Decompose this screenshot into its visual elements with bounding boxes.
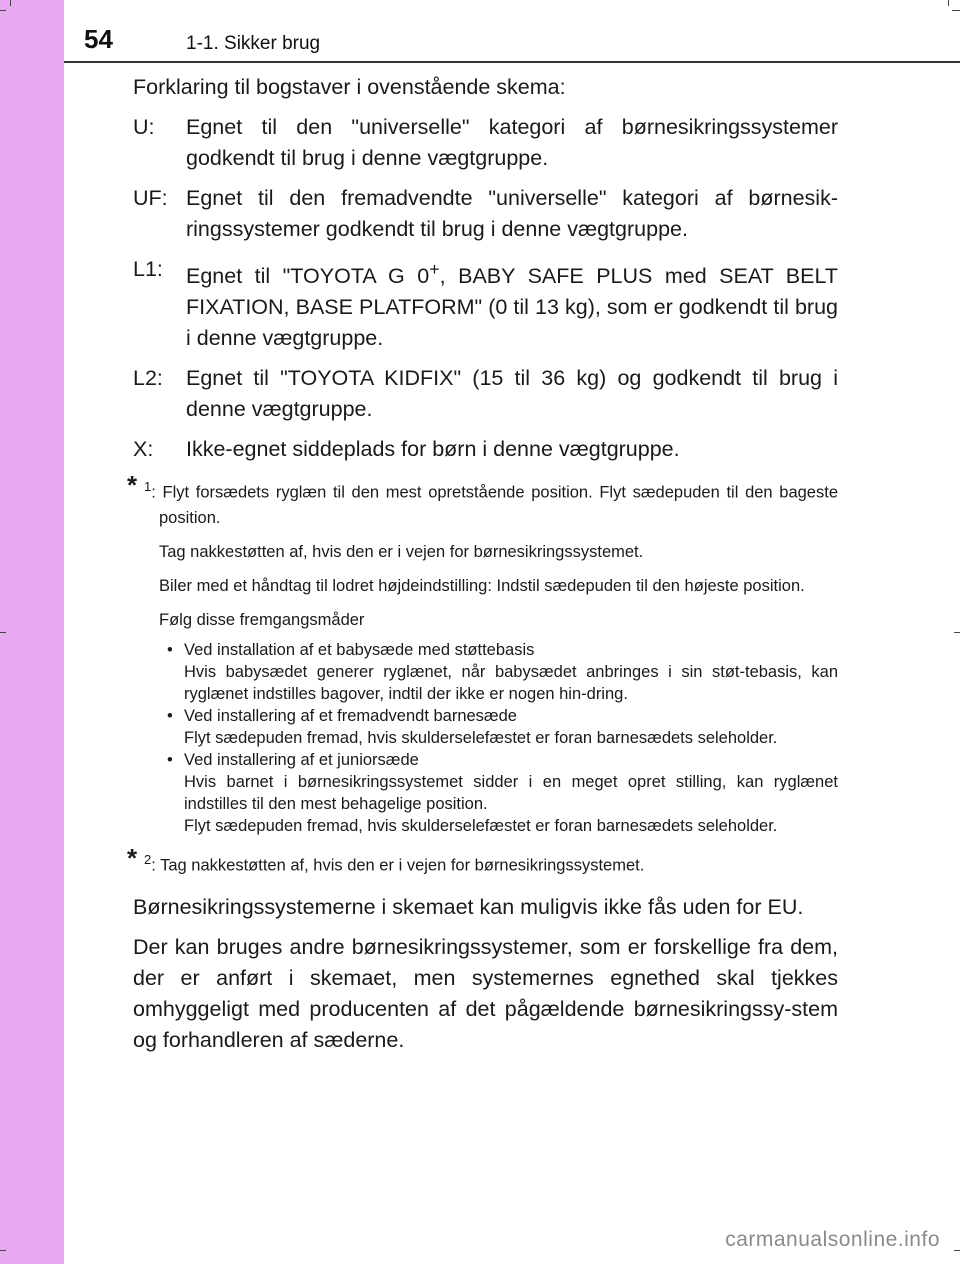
legend-intro: Forklaring til bogstaver i ovenstående skema: — [133, 75, 566, 99]
list-item-title: Ved installation af et babysæde med støttebasis — [184, 640, 535, 659]
definition-uf — [133, 183, 838, 245]
header-rule — [64, 61, 960, 63]
definition-text: Egnet til den fremadvendte "universelle" kategori af børnesik-ringssystemer godkendt til brug i denne vægtgruppe. — [186, 186, 838, 241]
crop-mark — [954, 1250, 960, 1251]
superscript-plus: + — [429, 259, 440, 279]
crop-mark — [0, 1250, 6, 1251]
footnote-2-line — [144, 847, 838, 879]
crop-mark — [0, 632, 6, 633]
closing-paragraph: Der kan bruges andre børnesikringssystemer, som er forskellige fra dem, der er anført i skemaet, men systemernes egnethed skal tjekkes omhyggeligt med producenten af det pågældende børnesikringssy-stem og forhandleren af sæderne. — [133, 935, 838, 1053]
list-item-detail: Hvis barnet i børnesikringssystemet sidder i en meget opret stilling, kan ryglænet indstilles til den mest behagelige position. — [184, 772, 838, 813]
closing-notes — [133, 892, 838, 1056]
definition-text: Egnet til den "universelle" kategori af børnesikringssystemer godkendt til brug i denne vægtgruppe. — [186, 115, 838, 170]
definition-key: L1: — [133, 257, 163, 281]
definition-l2 — [133, 363, 838, 425]
definition-key: U: — [133, 115, 155, 139]
bullet-icon: • — [167, 640, 173, 659]
page-number: 54 — [84, 24, 113, 54]
page-content — [127, 72, 838, 1065]
definition-text-part: , BABY SAFE PLUS med SEAT BELT FIXATION, BASE PLATFORM" (0 til 13 kg), som er godkendt til brug i denne vægtgruppe. — [186, 264, 838, 351]
list-item — [133, 705, 838, 749]
definition-key: UF: — [133, 186, 168, 210]
list-item-title: Ved installering af et fremadvendt barnesæde — [184, 706, 517, 725]
footnote-2-text: : Tag nakkestøtten af, hvis den er i vejen for børnesikringssystemet. — [151, 856, 645, 875]
definition-text: Ikke-egnet siddeplads for børn i denne vægtgruppe. — [186, 437, 680, 462]
footnote-number: 2 — [144, 851, 152, 867]
footnote-1 — [127, 470, 838, 837]
list-item — [133, 749, 838, 837]
list-item-title: Ved installering af et juniorsæde — [184, 750, 419, 769]
list-item-detail: Flyt sædepuden fremad, hvis skulderselefæstet er foran barnesædets seleholder. — [184, 816, 778, 835]
definition-key: X: — [133, 437, 154, 462]
crop-mark — [10, 0, 11, 6]
definition-u — [133, 112, 838, 174]
crop-mark — [0, 10, 6, 11]
definition-l1 — [133, 254, 838, 354]
definition-text — [186, 254, 838, 354]
footnote-number: 1 — [144, 479, 152, 495]
definition-x — [133, 434, 838, 465]
footnote-2 — [127, 842, 838, 879]
margin-color-band — [0, 0, 64, 1264]
footnote-1-line: Tag nakkestøtten af, hvis den er i vejen for børnesikringssystemet. — [159, 542, 644, 561]
closing-paragraph: Børnesikringssystemerne i skemaet kan muligvis ikke fås uden for EU. — [133, 895, 804, 920]
crop-mark — [954, 632, 960, 633]
footnote-1-line: Biler med et håndtag til lodret højdeindstilling: Indstil sædepuden til den højeste position. — [159, 576, 805, 595]
footnote-1-line — [144, 474, 838, 531]
list-item-detail: Flyt sædepuden fremad, hvis skulderselefæstet er foran barnesædets seleholder. — [184, 728, 778, 747]
footnote-asterisk: * — [127, 842, 138, 873]
list-item-detail: Hvis babysædet generer ryglænet, når babysædet anbringes i sin støt-tebasis, kan ryglænet indstilles bagover, indtil der ikke er nogen hin-dring. — [184, 662, 838, 703]
bullet-icon: • — [167, 706, 173, 725]
definition-key: L2: — [133, 366, 163, 391]
bullet-icon: • — [167, 750, 173, 769]
procedure-list — [133, 639, 838, 837]
footnote-asterisk: * — [127, 470, 138, 501]
list-item — [133, 639, 838, 705]
footnote-1-text: : Flyt forsædets ryglæn til den mest opretstående position. Flyt sædepuden til den bageste position. — [151, 483, 838, 527]
footnote-1-line: Følg disse fremgangsmåder — [159, 610, 365, 629]
definition-text-part: Egnet til "TOYOTA G 0 — [186, 264, 430, 289]
watermark: carmanualsonline.info — [725, 1228, 940, 1251]
section-title: 1-1. Sikker brug — [186, 33, 321, 54]
definition-text: Egnet til "TOYOTA KIDFIX" (15 til 36 kg) og godkendt til brug i denne vægtgruppe. — [186, 366, 838, 422]
